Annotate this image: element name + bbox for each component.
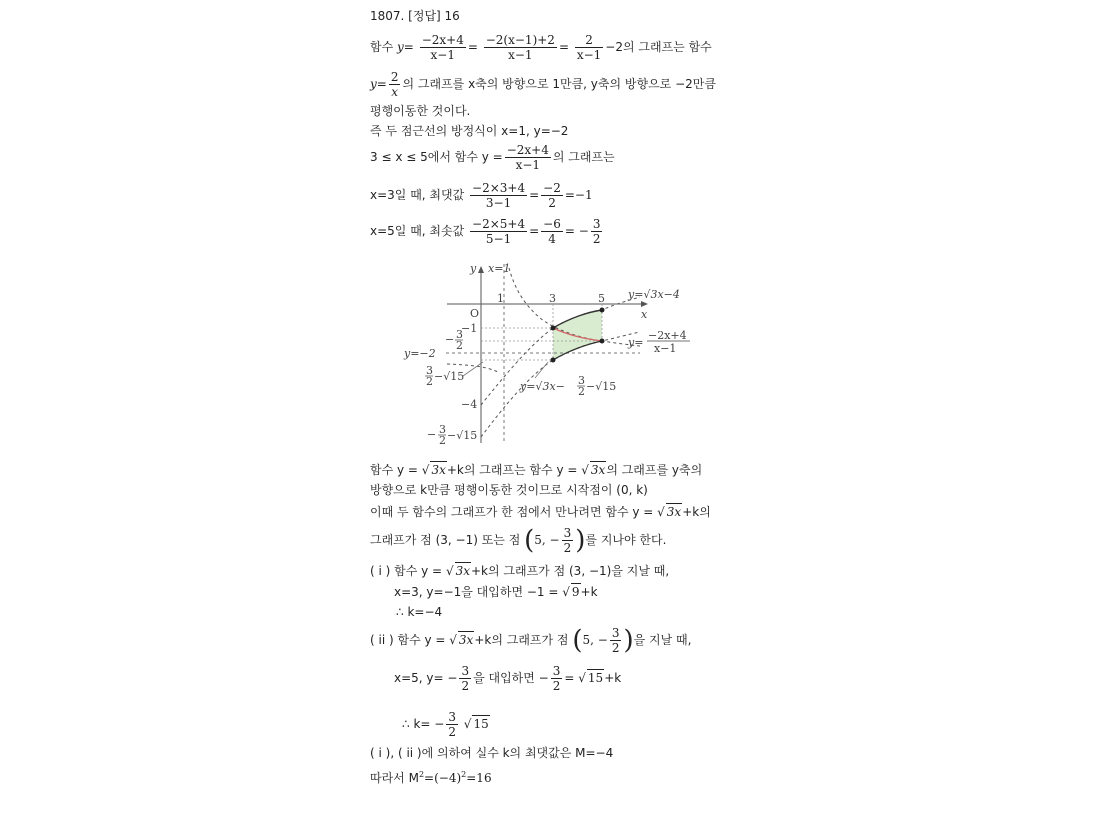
point-5-top [600, 308, 605, 313]
line-sqrt-translation: 함수 y = √ 3x+k의 그래프는 함수 y = √ 3x의 그래프를 y축의 [370, 463, 703, 477]
tick-label-5: 5 [598, 292, 605, 305]
asymptote-y-label: y=−2 [404, 347, 436, 360]
y-tick-q2-minus: − [427, 428, 437, 441]
x-axis-arrow [641, 301, 648, 307]
fraction: $\frac{3}{2}$ [552, 664, 561, 693]
curve-label-bottom-tail: −√15 [586, 380, 617, 393]
line-translation-end: 평행이동한 것이다. [370, 104, 471, 118]
line-start-point: 방향으로 k만큼 평행이동한 것이므로 시작점이 (0, k) [370, 483, 648, 497]
fraction: $\frac{3}{2}$ [461, 664, 470, 693]
y-tick-q1-den: 2 [426, 375, 433, 388]
fraction: $\frac{-2\times 3+4}{3-1}$ [472, 181, 526, 210]
line-range: 3 ≤ x ≤ 5에서 함수 y = $\frac{-2x+4}{x-1}$ 의 그래프는 [370, 143, 615, 172]
line-one-intersection: 이때 두 함수의 그래프가 한 점에서 만나려면 함수 y = √ 3x+k의 [370, 505, 711, 519]
line-function-rewrite: 함수 y= $\frac{-2x+4}{x-1}$ = $\frac{-2(x-1)+2}{x-1}$ = $\frac{2}{x-1}$ −2의 그래프는 함수 [370, 33, 712, 62]
fraction: $\frac{3}{2}$ [611, 626, 620, 655]
y-tick-q1-tail: −√15 [434, 370, 465, 383]
tick-label-1: 1 [497, 292, 504, 305]
point-5-m32 [600, 339, 605, 344]
line-translation: y= $\frac{2}{x}$ 의 그래프를 x축의 방향으로 1만큼, y축의 방향으로 −2만큼 [370, 70, 716, 99]
y-tick-q2-num: 3 [439, 423, 446, 436]
fraction: $\frac{3}{2}$ [592, 217, 601, 246]
curve-label-bottom-lead: y=√3x− [520, 380, 565, 393]
fraction: $\frac{2}{x-1}$ [576, 33, 602, 62]
case-1-result: ∴ k=−4 [396, 605, 443, 619]
case-2-substitution: x=5, y= − $\frac{3}{2}$ 을 대입하면 − $\frac{3}{2}$ = √ 15+k [394, 664, 622, 693]
y-axis-label: y [470, 262, 477, 275]
line-pass-points: 그래프가 점 (3, −1) 또는 점 (5, − $\frac{3}{2}$ )를 지나야 한다. [370, 525, 667, 556]
line-final-answer: 따라서 $M^2=(-4)^2=16$ [370, 770, 492, 785]
y-tick-m32-num: 3 [456, 328, 463, 341]
fraction: $\frac{3}{2}$ [563, 526, 572, 555]
curve-label-right-lead: y= [628, 336, 644, 349]
problem-header: 1807. [정답] 16 [370, 9, 460, 23]
label-pointer [463, 362, 483, 376]
label-pointer-bottom [535, 362, 548, 378]
y-tick-q2-tail: −√15 [447, 429, 478, 442]
y-tick-q1-num: 3 [426, 364, 433, 377]
asymptote-x1-label: x=1 [488, 262, 511, 275]
point-3-m1 [551, 326, 556, 331]
line-minimum: x=5일 때, 최솟값 $\frac{-2\times 5+4}{5-1}$ = $\frac{-6}{4}$ = − $\frac{3}{2}$ [370, 217, 601, 246]
fraction: $\frac{-2\times 5+4}{5-1}$ [472, 217, 526, 246]
case-1: ( i ) 함수 y = √ 3x+k의 그래프가 점 (3, −1)을 지날 때, [370, 564, 670, 578]
fraction: $\frac{2}{x}$ [390, 70, 399, 99]
fraction: $\frac{-2(x-1)+2}{x-1}$ [485, 33, 555, 62]
fraction: $\frac{3}{2}$ [448, 710, 456, 739]
curve-label-top: y=√3x−4 [628, 288, 680, 301]
case-1-substitution: x=3, y=−1을 대입하면 −1 = √ 9+k [394, 585, 598, 599]
graph-figure [395, 255, 705, 450]
origin-label: O [470, 307, 480, 320]
fraction: $\frac{-2x+4}{x-1}$ [506, 143, 549, 172]
y-tick-q2-den: 2 [439, 434, 446, 447]
fraction: $\frac{-6}{4}$ [543, 217, 561, 246]
x-axis-label: x [641, 308, 648, 321]
curve-label-bottom-den: 2 [578, 385, 585, 398]
fraction: $\frac{-2}{2}$ [543, 181, 561, 210]
curve-label-bottom-num: 3 [578, 374, 585, 387]
line-maximum: x=3일 때, 최댓값 $\frac{-2\times 3+4}{3-1}$ = $\frac{-2}{2}$ =−1 [370, 181, 593, 210]
case-2-result: ∴ k= − $\frac{3}{2}$ √ 15 [402, 710, 489, 739]
fraction: $\frac{-2x+4}{x-1}$ [421, 33, 464, 62]
curve-label-right-num: −2x+4 [648, 329, 687, 342]
line-maximum-k: ( i ), ( ii )에 의하여 실수 k의 최댓값은 M=−4 [370, 746, 614, 760]
y-tick-m4: −4 [461, 398, 478, 411]
point-3-low [551, 358, 556, 363]
case-2: ( ii ) 함수 y = √ 3x+k의 그래프가 점 (5, − $\frac{3}{2}$ )을 지날 때, [370, 625, 692, 656]
y-tick-m32-minus: − [445, 333, 455, 346]
y-axis-arrow [478, 266, 484, 273]
y-tick-m1: −1 [461, 322, 478, 335]
curve-label-right-den: x−1 [654, 342, 677, 355]
y-tick-m32-den: 2 [456, 339, 463, 352]
line-asymptotes: 즉 두 점근선의 방정식이 x=1, y=−2 [370, 124, 569, 138]
tick-label-3: 3 [549, 292, 556, 305]
